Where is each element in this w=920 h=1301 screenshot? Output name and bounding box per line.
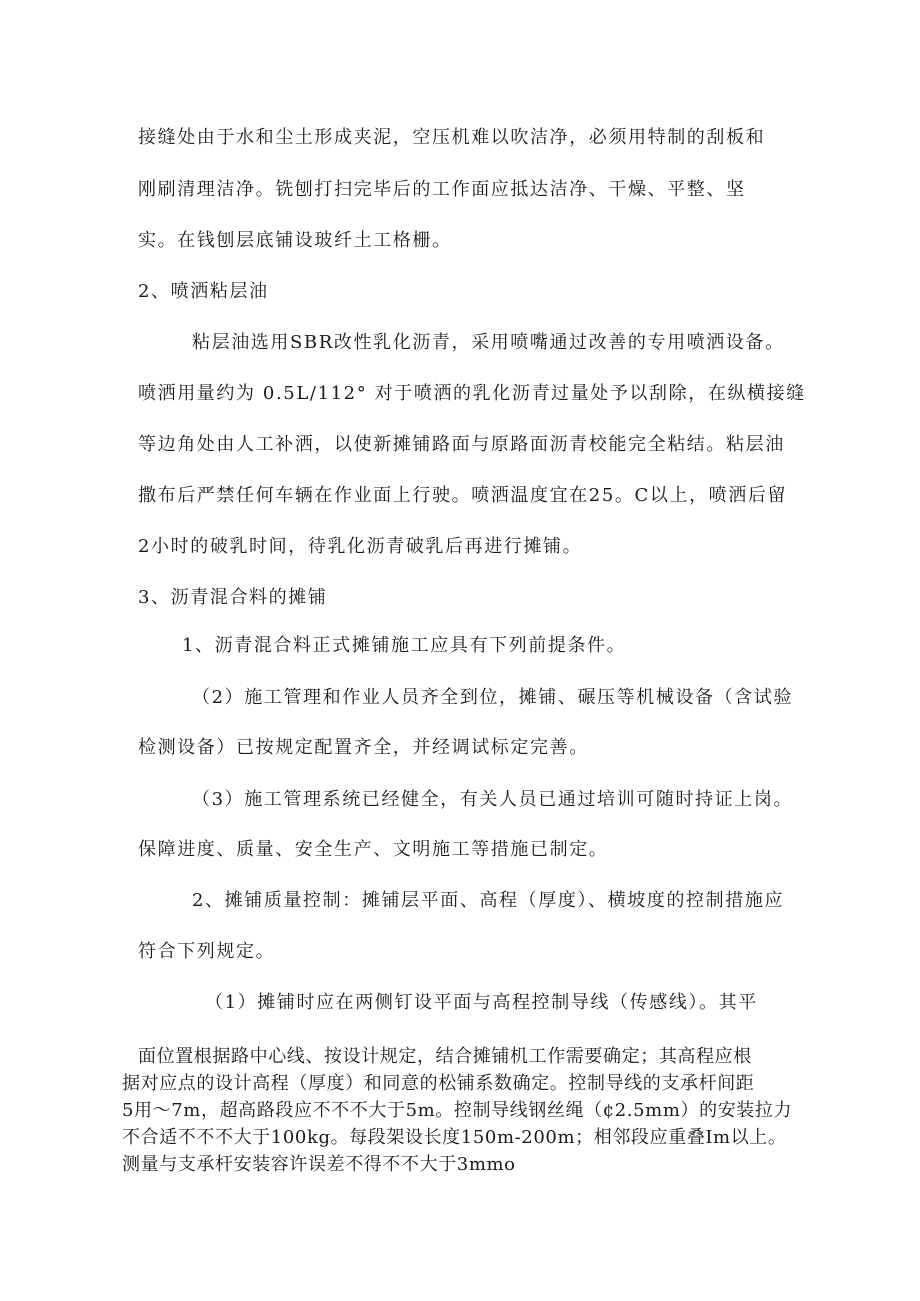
paragraph-line: 符合下列规定。 xyxy=(138,941,276,962)
paragraph-line: 撒布后严禁任何车辆在作业面上行驶。喷洒温度宜在25。C以上，喷洒后留 xyxy=(138,485,788,506)
section-heading: 3、沥青混合料的摊铺 xyxy=(138,587,328,608)
paragraph-line: 等边角处由人工补洒，以使新摊铺路面与原路面沥青校能完全粘结。粘层油 xyxy=(138,434,785,455)
paragraph-line: 接缝处由于水和尘土形成夹泥，空压机难以吹洁净，必须用特制的刮板和 xyxy=(138,127,766,148)
paragraph-line: （1）摊铺时应在两侧钉设平面与高程控制导线（传感线）。其平 xyxy=(205,992,758,1013)
paragraph-line: 检测设备）已按规定配置齐全，并经调试标定完善。 xyxy=(138,737,589,758)
paragraph-line: 保障进度、质量、安全生产、文明施工等措施已制定。 xyxy=(138,839,609,860)
paragraph-line: 5用～7m，超高路段应不不不大于5m。控制导线钢丝绳（¢2.5mm）的安装拉力 xyxy=(122,1100,793,1121)
paragraph-line: 测量与支承杆安装容许误差不得不不大于3mmo xyxy=(122,1154,516,1175)
paragraph-line: 粘层油选用SBR改性乳化沥青，采用喷嘴通过改善的专用喷洒设备。 xyxy=(192,332,785,353)
section-heading: 2、喷洒粘层油 xyxy=(138,281,269,302)
paragraph-line: 不合适不不不大于100kg。每段架设长度150m-200m；相邻段应重叠Im以上。 xyxy=(122,1127,787,1148)
paragraph-line: 2小时的破乳时间，待乳化沥青破乳后再进行摊铺。 xyxy=(138,536,583,557)
paragraph-line: （2）施工管理和作业人员齐全到位，摊铺、碾压等机械设备（含试验 xyxy=(192,687,794,708)
subsection-heading: 1、沥青混合料正式摊铺施工应具有下列前提条件。 xyxy=(182,635,627,656)
paragraph-line: 刚刷清理洁净。铣刨打扫完毕后的工作面应抵达洁净、干燥、平整、坚 xyxy=(138,179,746,200)
paragraph-line: 面位置根据路中心线、按设计规定，结合摊铺机工作需要确定；其高程应根 xyxy=(138,1046,752,1067)
paragraph-line: （3）施工管理系统已经健全，有关人员已通过培训可随时持证上岗。 xyxy=(192,789,794,810)
paragraph-line: 实。在钱刨层底铺设玻纤土工格栅。 xyxy=(138,230,452,251)
subsection-heading: 2、摊铺质量控制：摊铺层平面、高程（厚度）、横坡度的控制措施应 xyxy=(192,890,785,911)
paragraph-line: 据对应点的设计高程（厚度）和同意的松铺系数确定。控制导线的支承杆间距 xyxy=(122,1073,755,1094)
paragraph-line: 喷洒用量约为 0.5L/112° 对于喷洒的乳化沥青过量处予以刮除，在纵横接缝 xyxy=(138,383,806,404)
